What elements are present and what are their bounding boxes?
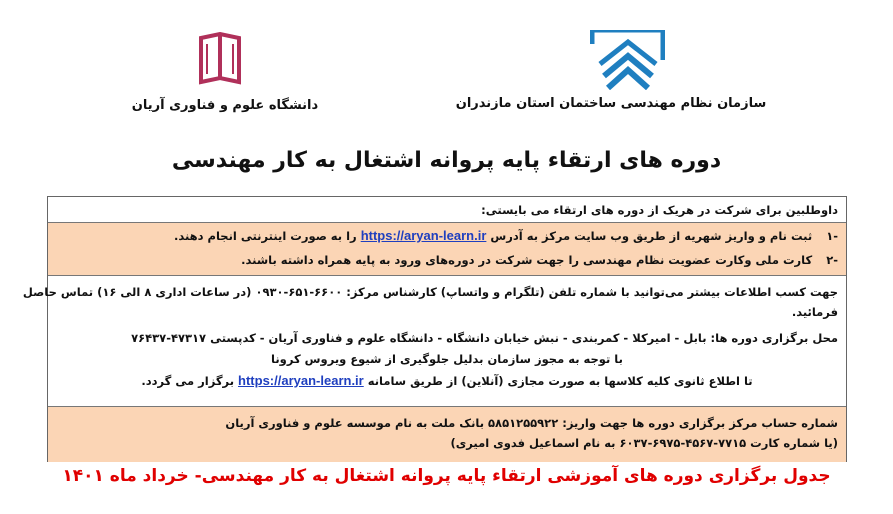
- intro-text: داوطلبین برای شرکت در هریک از دوره های ارتقاء می بایستی:: [481, 203, 838, 217]
- bank-account-line: شماره حساب مرکز برگزاری دوره ها جهت واریز: ۵۸۵۱۲۵۵۹۲۲ بانک ملت به نام موسسه علوم و فناوری آریان: [225, 416, 838, 430]
- step-2-text: کارت ملی وکارت عضویت نظام مهندسی را جهت شرکت در دوره‌های ورود به پایه همراه داشته باشند.: [241, 253, 813, 267]
- online-line: [56, 370, 838, 392]
- step-1-post-text: را به صورت اینترنتی انجام دهند.: [173, 229, 357, 243]
- org-name-university: دانشگاه علوم و فناوری آریان: [131, 98, 319, 113]
- org-name-engineering: سازمان نظام مهندسی ساختمان استان مازندران: [455, 96, 767, 111]
- contact-info-row: [22, 276, 846, 407]
- step-2-number: -۲: [826, 253, 838, 267]
- bank-card-line: (یا شماره کارت ۷۷۱۵-۴۵۶۷-۶۹۷۵-۶۰۳۷ به نام اسماعیل فدوی امیری): [450, 436, 838, 450]
- step-2: [56, 248, 838, 273]
- book-logo-icon: [197, 32, 243, 88]
- venue-line: محل برگزاری دوره ها: بابل - امیرکلا - کمربندی - نبش خیابان دانشگاه - دانشگاه علوم و فناوری آریان - کدپستی ۴۷۳۱۷-۷۶۴۳۷: [131, 331, 838, 345]
- website-link[interactable]: https://aryan-learn.ir: [360, 228, 487, 243]
- step-1: [56, 223, 838, 248]
- step-1-pre-text: ثبت نام و واریز شهریه از طریق وب سایت مرکز به آدرس: [490, 229, 813, 243]
- building-logo-icon: [590, 30, 665, 90]
- phone-line-1: جهت کسب اطلاعات بیشتر می‌توانید با شماره تلفن (تلگرام و واتساپ) کارشناس مرکز: ۶۶۰۰-۶۵۱-۰۹۳۰ (در ساعات اداری ۸ الی ۱۶) تماس حاصل: [22, 285, 838, 299]
- intro-row: [48, 197, 846, 223]
- steps-row: [48, 223, 846, 276]
- page-title: دوره های ارتقاء پایه پروانه اشتغال به کار مهندسی: [171, 148, 722, 173]
- covid-line: با توجه به مجوز سازمان بدلیل جلوگیری از شیوع ویروس کرونا: [271, 352, 623, 366]
- online-platform-link[interactable]: https://aryan-learn.ir: [238, 373, 364, 388]
- phone-line-2: فرمائید.: [791, 305, 838, 319]
- online-post-text: برگزار می گردد.: [141, 374, 235, 388]
- step-1-number: -۱: [826, 229, 838, 243]
- online-pre-text: تا اطلاع ثانوی کلیه کلاسها به صورت مجازی (آنلاین) از طریق سامانه: [367, 374, 753, 388]
- bank-row: [48, 407, 846, 462]
- schedule-caption: جدول برگزاری دوره های آموزشی ارتقاء پایه پروانه اشتغال به کار مهندسی- خرداد ماه ۱۴۰۱: [62, 466, 831, 486]
- info-box: [22, 196, 847, 462]
